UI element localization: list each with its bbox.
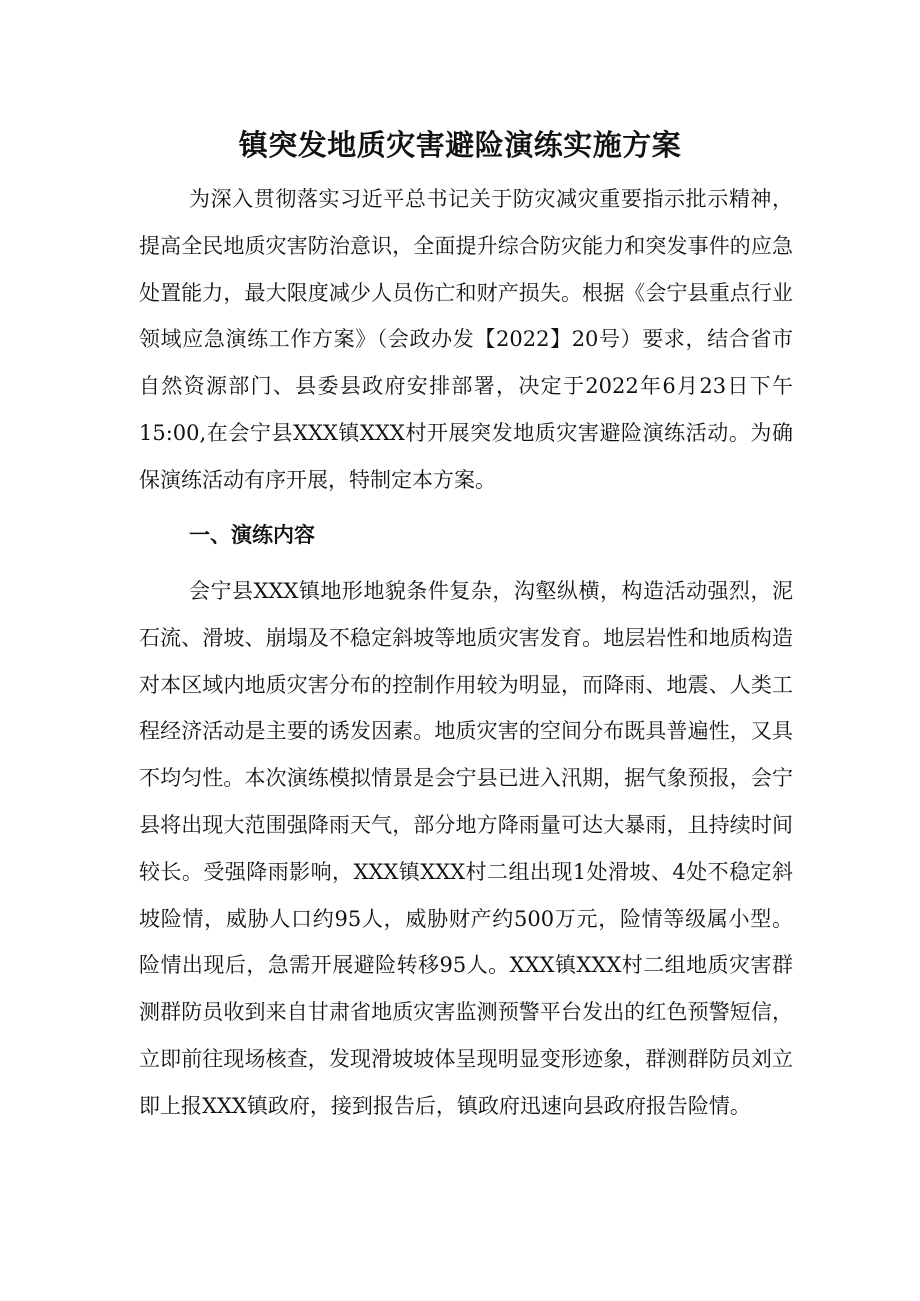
section-heading-drill-content: 一、演练内容 <box>189 523 315 547</box>
intro-paragraph: 为深入贯彻落实习近平总书记关于防灾减灾重要指示批示精神，提高全民地质灾害防治意识，全面提升综合防灾能力和突发事件的应急处置能力，最大限度减少人员伤亡和财产损失。根据《会宁县重点行业领域应急演练工作方案》（会政办发【2022】20号）要求，结合省市自然资源部门、县委县政府安排部署，决定于2022年6月23日下午15:00,在会宁县XXX镇XXX村开展突发地质灾害避险演练活动。为确保演练活动有序开展，特制定本方案。 <box>139 187 793 492</box>
document-title: 镇突发地质灾害避险演练实施方案 <box>238 128 682 162</box>
section-paragraph-drill-content: 会宁县XXX镇地形地貌条件复杂，沟壑纵横，构造活动强烈，泥石流、滑坡、崩塌及不稳定斜坡等地质灾害发育。地层岩性和地质构造对本区域内地质灾害分布的控制作用较为明显，而降雨、地震、人类工程经济活动是主要的诱发因素。地质灾害的空间分布既具普遍性，又具不均匀性。本次演练模拟情景是会宁县已进入汛期，据气象预报，会宁县将出现大范围强降雨天气，部分地方降雨量可达大暴雨，且持续时间较长。受强降雨影响，XXX镇XXX村二组出现1处滑坡、4处不稳定斜坡险情，威胁人口约95人，威胁财产约500万元，险情等级属小型。险情出现后，急需开展避险转移95人。XXX镇XXX村二组地质灾害群测群防员收到来自甘肃省地质灾害监测预警平台发出的红色预警短信，立即前往现场核查，发现滑坡坡体呈现明显变形迹象，群测群防员刘立即上报XXX镇政府，接到报告后，镇政府迅速向县政府报告险情。 <box>139 579 793 1118</box>
